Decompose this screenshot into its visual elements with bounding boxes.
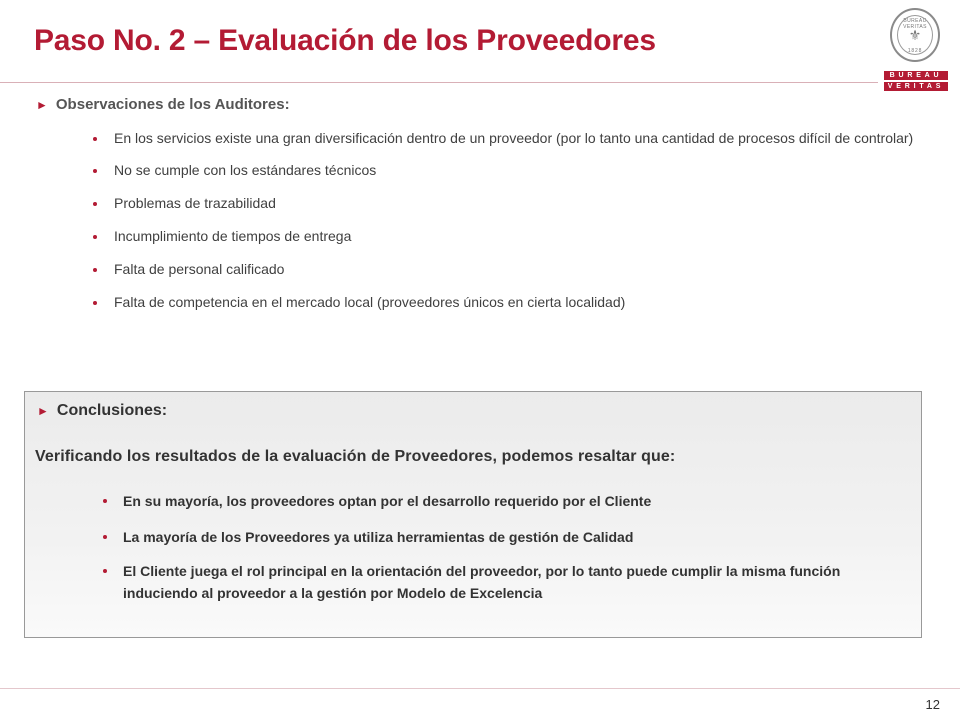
conclusions-list: [101, 490, 913, 618]
observation-text: Falta de competencia en el mercado local (proveedores únicos en cierta localidad): [114, 294, 626, 310]
observations-heading: [36, 96, 290, 113]
observation-text: Falta de personal calificado: [114, 261, 285, 277]
bullet-dot-icon: [93, 169, 97, 173]
bureau-veritas-logo: [884, 8, 948, 88]
page-number: 12: [925, 697, 940, 712]
observation-item: [90, 130, 930, 146]
logo-word-veritas: VERITAS: [884, 82, 948, 91]
bullet-dot-icon: [93, 235, 97, 239]
logo-seal-year: 1828: [907, 48, 923, 54]
observation-item: [90, 294, 930, 310]
observations-heading-text: Observaciones de los Auditores:: [55, 96, 290, 113]
observation-item: [90, 195, 930, 211]
conclusions-box: [24, 391, 922, 638]
observation-text: Problemas de trazabilidad: [114, 195, 276, 211]
triangle-bullet-icon: ►: [36, 98, 48, 112]
bullet-dot-icon: [93, 268, 97, 272]
observations-list: [90, 130, 930, 327]
observation-text: No se cumple con los estándares técnicos: [114, 162, 377, 178]
bullet-dot-icon: [93, 137, 97, 141]
logo-seal: [890, 8, 940, 62]
footer-divider: [0, 688, 960, 689]
title-divider: [0, 82, 878, 83]
observation-item: [90, 261, 930, 277]
conclusion-text: El Cliente juega el rol principal en la orientación del proveedor, por lo tanto puede cumplir la misma función induciendo al proveedor a la gestión por Modelo de Excelencia: [123, 563, 841, 601]
observation-item: [90, 162, 930, 178]
conclusion-text: La mayoría de los Proveedores ya utiliza herramientas de gestión de Calidad: [123, 529, 634, 545]
bullet-dot-icon: [103, 535, 107, 539]
conclusions-heading: [37, 402, 167, 420]
triangle-bullet-icon: ►: [37, 404, 49, 418]
bullet-dot-icon: [103, 499, 107, 503]
logo-seal-motto: BUREAU VERITAS: [903, 18, 927, 30]
bullet-dot-icon: [93, 301, 97, 305]
conclusions-heading-text: Conclusiones:: [56, 402, 168, 419]
seal-emblem-icon: ⚜: [908, 27, 922, 43]
logo-word-bureau: BUREAU: [884, 71, 948, 80]
bullet-dot-icon: [103, 569, 107, 573]
observation-text: Incumplimiento de tiempos de entrega: [114, 228, 352, 244]
conclusion-item: [101, 560, 913, 604]
conclusions-lead: Verificando los resultados de la evaluación de Proveedores, podemos resaltar que:: [35, 448, 676, 465]
conclusion-item: [101, 490, 913, 512]
observation-text: En los servicios existe una gran diversificación dentro de un proveedor (por lo tanto una cantidad de procesos difícil de controlar): [114, 130, 914, 146]
conclusion-text: En su mayoría, los proveedores optan por el desarrollo requerido por el Cliente: [123, 493, 652, 509]
bullet-dot-icon: [93, 202, 97, 206]
observation-item: [90, 228, 930, 244]
slide-title: Paso No. 2 – Evaluación de los Proveedores: [34, 24, 656, 57]
conclusion-item: [101, 526, 913, 548]
